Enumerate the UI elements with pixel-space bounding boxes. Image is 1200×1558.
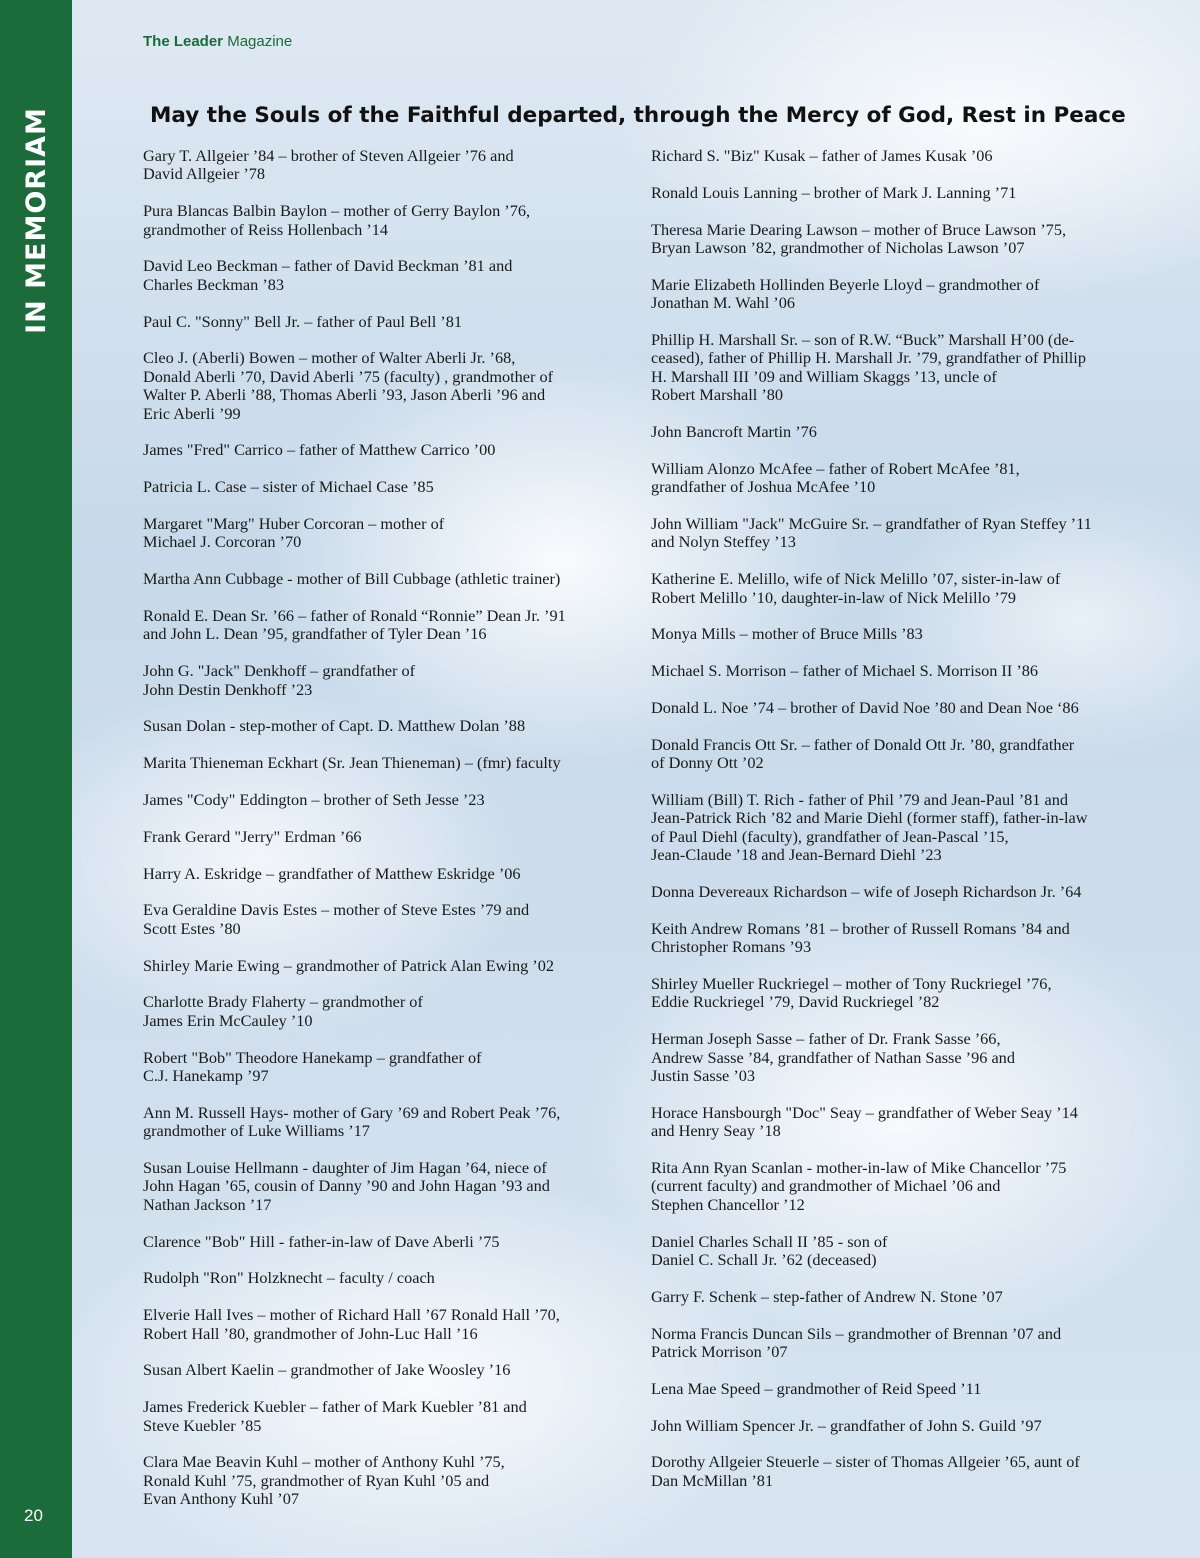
memorial-entry: Charlotte Brady Flaherty – grandmother of James Erin McCauley ’10	[143, 992, 423, 1030]
memorial-entry: Frank Gerard "Jerry" Erdman ’66	[143, 826, 362, 846]
memorial-entry: Clarence "Bob" Hill - father-in-law of Dave Aberli ’75	[143, 1231, 500, 1251]
memorial-entry: Rita Ann Ryan Scanlan - mother-in-law of Mike Chancellor ’75 (current faculty) and grandmother of Michael ’06 and Stephen Chancellor ’12	[651, 1158, 1067, 1214]
memorial-entry: Margaret "Marg" Huber Corcoran – mother of Michael J. Corcoran ’70	[143, 514, 445, 552]
memorial-entry: Elverie Hall Ives – mother of Richard Hall ’67 Ronald Hall ’70, Robert Hall ’80, grandmother of John-Luc Hall ’16	[143, 1305, 560, 1343]
memorial-entry: Ann M. Russell Hays- mother of Gary ’69 and Robert Peak ’76, grandmother of Luke Williams ’17	[143, 1102, 561, 1141]
page-headline: May the Souls of the Faithful departed, through the Mercy of God, Rest in Peace	[150, 103, 1126, 128]
memorial-entry: Garry F. Schenk – step-father of Andrew N. Stone ’07	[651, 1286, 1003, 1306]
memorial-list-right	[651, 147, 1141, 1509]
memorial-entry: James "Cody" Eddington – brother of Seth Jesse ’23	[143, 790, 485, 810]
memorial-entry: Lena Mae Speed – grandmother of Reid Speed ’11	[651, 1378, 982, 1398]
memorial-entry: Robert "Bob" Theodore Hanekamp – grandfather of C.J. Hanekamp ’97	[143, 1047, 482, 1086]
memorial-entry: Gary T. Allgeier ’84 – brother of Steven Allgeier ’76 and David Allgeier ’78	[143, 146, 514, 184]
memorial-entry: John Bancroft Martin ’76	[651, 422, 817, 442]
masthead-brand: The Leader	[143, 33, 224, 50]
memorial-entry: Marie Elizabeth Hollinden Beyerle Lloyd – grandmother of Jonathan M. Wahl ’06	[651, 274, 1040, 313]
memorial-entry: Paul C. "Sonny" Bell Jr. – father of Paul Bell ’81	[143, 311, 462, 331]
sidebar	[0, 0, 72, 1558]
memorial-entry: Clara Mae Beavin Kuhl – mother of Anthony Kuhl ’75, Ronald Kuhl ’75, grandmother of Ryan Kuhl ’05 and Evan Anthony Kuhl ’07	[143, 1452, 505, 1509]
memorial-entry: Ronald Louis Lanning – brother of Mark J. Lanning ’71	[651, 182, 1017, 202]
memorial-entry: Cleo J. (Aberli) Bowen – mother of Walter Aberli Jr. ’68, Donald Aberli ’70, David Aberli ’75 (faculty) , grandmother of Walter P. Aberli ’88, Thomas Aberli ’93, Jason Aberli ’96 and Eric Aberli ’99	[143, 348, 554, 423]
memorial-entry: Daniel Charles Schall II ’85 - son of Daniel C. Schall Jr. ’62 (deceased)	[651, 1231, 888, 1270]
memorial-entry: Susan Dolan - step-mother of Capt. D. Matthew Dolan ’88	[143, 716, 526, 736]
memorial-entry: James Frederick Kuebler – father of Mark Kuebler ’81 and Steve Kuebler ’85	[143, 1397, 527, 1435]
memorial-entry: Keith Andrew Romans ’81 – brother of Russell Romans ’84 and Christopher Romans ’93	[651, 918, 1070, 957]
memorial-entry: Phillip H. Marshall Sr. – son of R.W. “Buck” Marshall H’00 (de- ceased), father of Phillip H. Marshall Jr. ’79, grandfather of Phillip H. Marshall III ’09 and William Skaggs ’13, uncle of Robert Marshall ’80	[651, 330, 1086, 405]
memorial-entry: Michael S. Morrison – father of Michael S. Morrison II ’86	[651, 661, 1039, 681]
memorial-entry: Martha Ann Cubbage - mother of Bill Cubbage (athletic trainer)	[143, 569, 561, 589]
masthead-suffix: Magazine	[227, 33, 293, 50]
memorial-entry: John William Spencer Jr. – grandfather of John S. Guild ’97	[651, 1415, 1042, 1435]
memorial-entry: Theresa Marie Dearing Lawson – mother of Bruce Lawson ’75, Bryan Lawson ’82, grandmother of Nicholas Lawson ’07	[651, 219, 1067, 257]
memorial-entry: William Alonzo McAfee – father of Robert McAfee ’81, grandfather of Joshua McAfee ’10	[651, 458, 1020, 497]
memorial-entry: Ronald E. Dean Sr. ’66 – father of Ronald “Ronnie” Dean Jr. ’91 and John L. Dean ’95, grandfather of Tyler Dean ’16	[143, 606, 566, 644]
memorial-entry: Monya Mills – mother of Bruce Mills ’83	[651, 624, 923, 644]
page-number: 20	[24, 1506, 43, 1525]
memorial-entry: Pura Blancas Balbin Baylon – mother of Gerry Baylon ’76, grandmother of Reiss Hollenbach ’14	[143, 201, 531, 239]
memorial-entry: Richard S. "Biz" Kusak – father of James Kusak ’06	[651, 146, 993, 165]
memorial-entry: Donald Francis Ott Sr. – father of Donald Ott Jr. ’80, grandfather of Donny Ott ’02	[651, 734, 1075, 773]
memorial-entry: Horace Hansbourgh "Doc" Seay – grandfather of Weber Seay ’14 and Henry Seay ’18	[651, 1102, 1078, 1141]
section-title-text: IN MEMORIAM	[20, 106, 52, 334]
masthead	[143, 33, 292, 50]
memorial-list-left	[143, 147, 613, 1527]
memorial-entry: James "Fred" Carrico – father of Matthew Carrico ’00	[143, 440, 496, 460]
memorial-entry: Marita Thieneman Eckhart (Sr. Jean Thieneman) – (fmr) faculty	[143, 753, 561, 773]
memorial-entry: Norma Francis Duncan Sils – grandmother of Brennan ’07 and Patrick Morrison ’07	[651, 1323, 1062, 1362]
memorial-entry: Dorothy Allgeier Steuerle – sister of Thomas Allgeier ’65, aunt of Dan McMillan ’81	[651, 1452, 1080, 1490]
memorial-entry: Harry A. Eskridge – grandfather of Matthew Eskridge ’06	[143, 863, 521, 883]
memorial-entry: Shirley Mueller Ruckriegel – mother of Tony Ruckriegel ’76, Eddie Ruckriegel ’79, David Ruckriegel ’82	[651, 974, 1052, 1012]
memorial-entry: Herman Joseph Sasse – father of Dr. Frank Sasse ’66, Andrew Sasse ’84, grandfather of Nathan Sasse ’96 and Justin Sasse ’03	[651, 1029, 1015, 1086]
memorial-entry: Patricia L. Case – sister of Michael Case ’85	[143, 477, 434, 497]
memorial-entry: John G. "Jack" Denkhoff – grandfather of John Destin Denkhoff ’23	[143, 661, 416, 699]
memorial-entry: Susan Louise Hellmann - daughter of Jim Hagan ’64, niece of John Hagan ’65, cousin of Danny ’90 and John Hagan ’93 and Nathan Jackson ’17	[143, 1158, 550, 1214]
memorial-entry: David Leo Beckman – father of David Beckman ’81 and Charles Beckman ’83	[143, 256, 513, 294]
memorial-entry: Susan Albert Kaelin – grandmother of Jake Woosley ’16	[143, 1360, 511, 1380]
section-title	[16, 106, 56, 334]
memorial-entry: Rudolph "Ron" Holzknecht – faculty / coach	[143, 1268, 435, 1288]
memorial-entry: Donald L. Noe ’74 – brother of David Noe ’80 and Dean Noe ‘86	[651, 698, 1079, 718]
memorial-entry: Donna Devereaux Richardson – wife of Joseph Richardson Jr. ’64	[651, 882, 1082, 902]
memorial-entry: Shirley Marie Ewing – grandmother of Patrick Alan Ewing ’02	[143, 955, 555, 975]
memorial-entry: William (Bill) T. Rich - father of Phil ’79 and Jean-Paul ’81 and Jean-Patrick Rich ’82 and Marie Diehl (former staff), father-in-law of Paul Diehl (faculty), grandfather of Jean-Pascal ’15, Jean-Claude ’18 and Jean-Bernard Diehl ’23	[651, 790, 1088, 865]
memorial-entry: Katherine E. Melillo, wife of Nick Melillo ’07, sister-in-law of Robert Melillo ’10, daughter-in-law of Nick Melillo ’79	[651, 569, 1061, 607]
memorial-entry: Eva Geraldine Davis Estes – mother of Steve Estes ’79 and Scott Estes ’80	[143, 900, 530, 938]
memorial-entry: John William "Jack" McGuire Sr. – grandfather of Ryan Steffey ’11 and Nolyn Steffey ’13	[651, 514, 1092, 552]
